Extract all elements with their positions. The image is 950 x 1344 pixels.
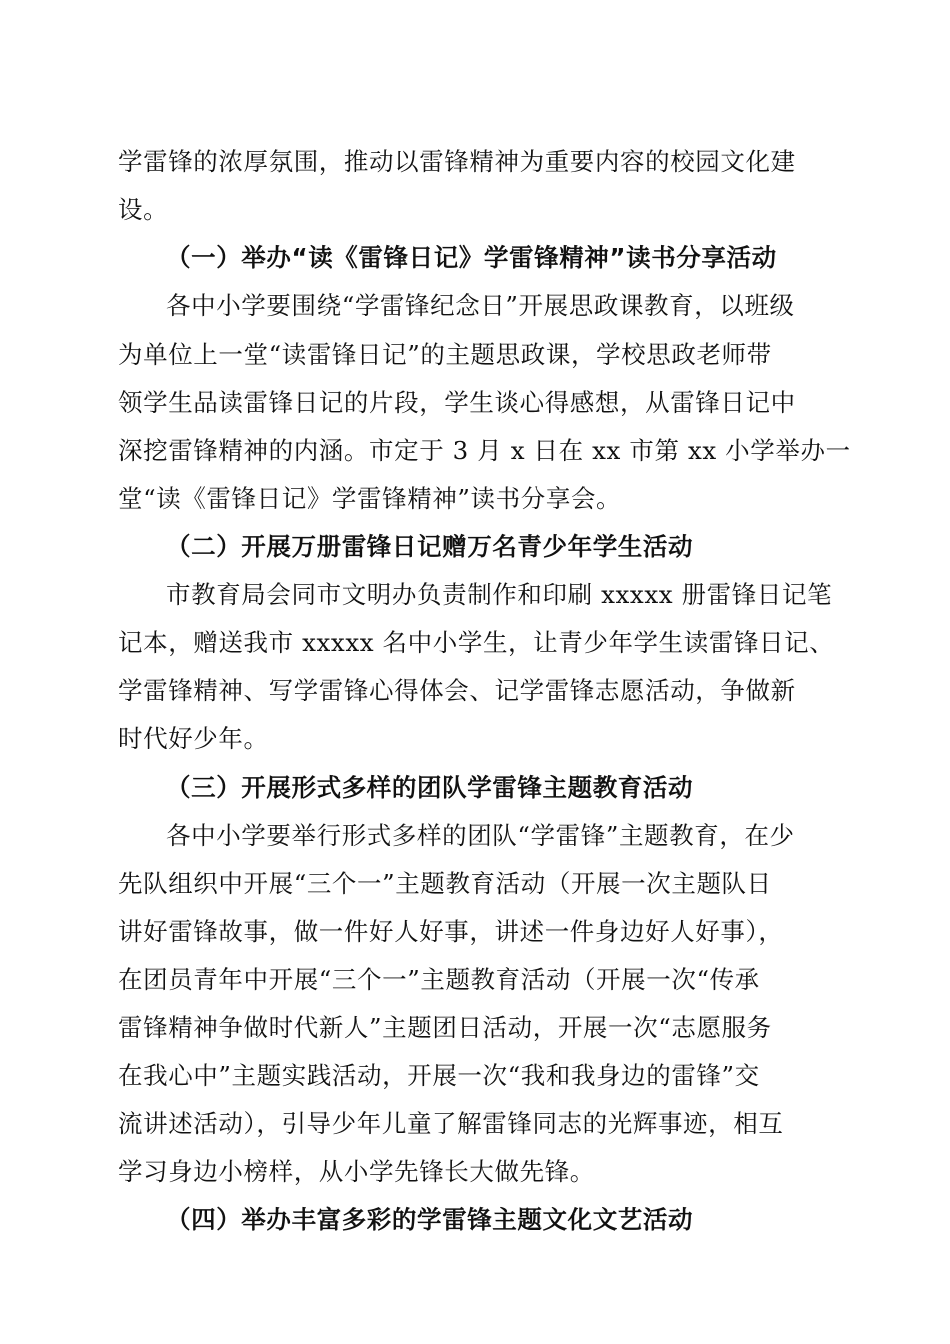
section-heading-4: （四）举办丰富多彩的学雷锋主题文化文艺活动 xyxy=(166,1205,694,1234)
text-line: 记本，赠送我市 xxxxx 名中小学生，让青少年学生读雷锋日记、 xyxy=(118,628,835,657)
section-heading-1: （一）举办“读《雷锋日记》学雷锋精神”读书分享活动 xyxy=(166,243,777,272)
text-line: 雷锋精神争做时代新人”主题团日活动，开展一次“志愿服务 xyxy=(118,1013,772,1042)
text-line: 深挖雷锋精神的内涵。市定于 3 月 x 日在 xx 市第 xx 小学举办一 xyxy=(118,436,851,465)
text-line: 在我心中”主题实践活动，开展一次“我和我身边的雷锋”交 xyxy=(118,1061,760,1090)
text-line: 各中小学要围绕“学雷锋纪念日”开展思政课教育，以班级 xyxy=(166,291,795,320)
text-line: 时代好少年。 xyxy=(118,724,269,753)
text-line: 在团员青年中开展“三个一”主题教育活动（开展一次“传承 xyxy=(118,965,760,994)
text-line: 领学生品读雷锋日记的片段，学生谈心得感想，从雷锋日记中 xyxy=(118,388,796,417)
text-line: 先队组织中开展“三个一”主题教育活动（开展一次主题队日 xyxy=(118,869,772,898)
text-line: 流讲述活动），引导少年儿童了解雷锋同志的光辉事迹，相互 xyxy=(118,1109,784,1138)
text-line: 为单位上一堂“读雷锋日记”的主题思政课，学校思政老师带 xyxy=(118,340,772,369)
text-line: 学习身边小榜样，从小学先锋长大做先锋。 xyxy=(118,1157,595,1186)
text-line: 讲好雷锋故事，做一件好人好事，讲述一件身边好人好事）， xyxy=(118,917,784,946)
section-heading-2: （二）开展万册雷锋日记赠万名青少年学生活动 xyxy=(166,532,694,561)
text-line: 学雷锋的浓厚氛围，推动以雷锋精神为重要内容的校园文化建 xyxy=(118,147,796,176)
section-heading-3: （三）开展形式多样的团队学雷锋主题教育活动 xyxy=(166,773,694,802)
text-line: 市教育局会同市文明办负责制作和印刷 xxxxx 册雷锋日记笔 xyxy=(166,580,833,609)
text-line: 各中小学要举行形式多样的团队“学雷锋”主题教育，在少 xyxy=(166,821,795,850)
text-line: 堂“读《雷锋日记》学雷锋精神”读书分享会。 xyxy=(118,484,622,513)
text-line: 设。 xyxy=(118,195,169,224)
text-line: 学雷锋精神、写学雷锋心得体会、记学雷锋志愿活动，争做新 xyxy=(118,676,796,705)
